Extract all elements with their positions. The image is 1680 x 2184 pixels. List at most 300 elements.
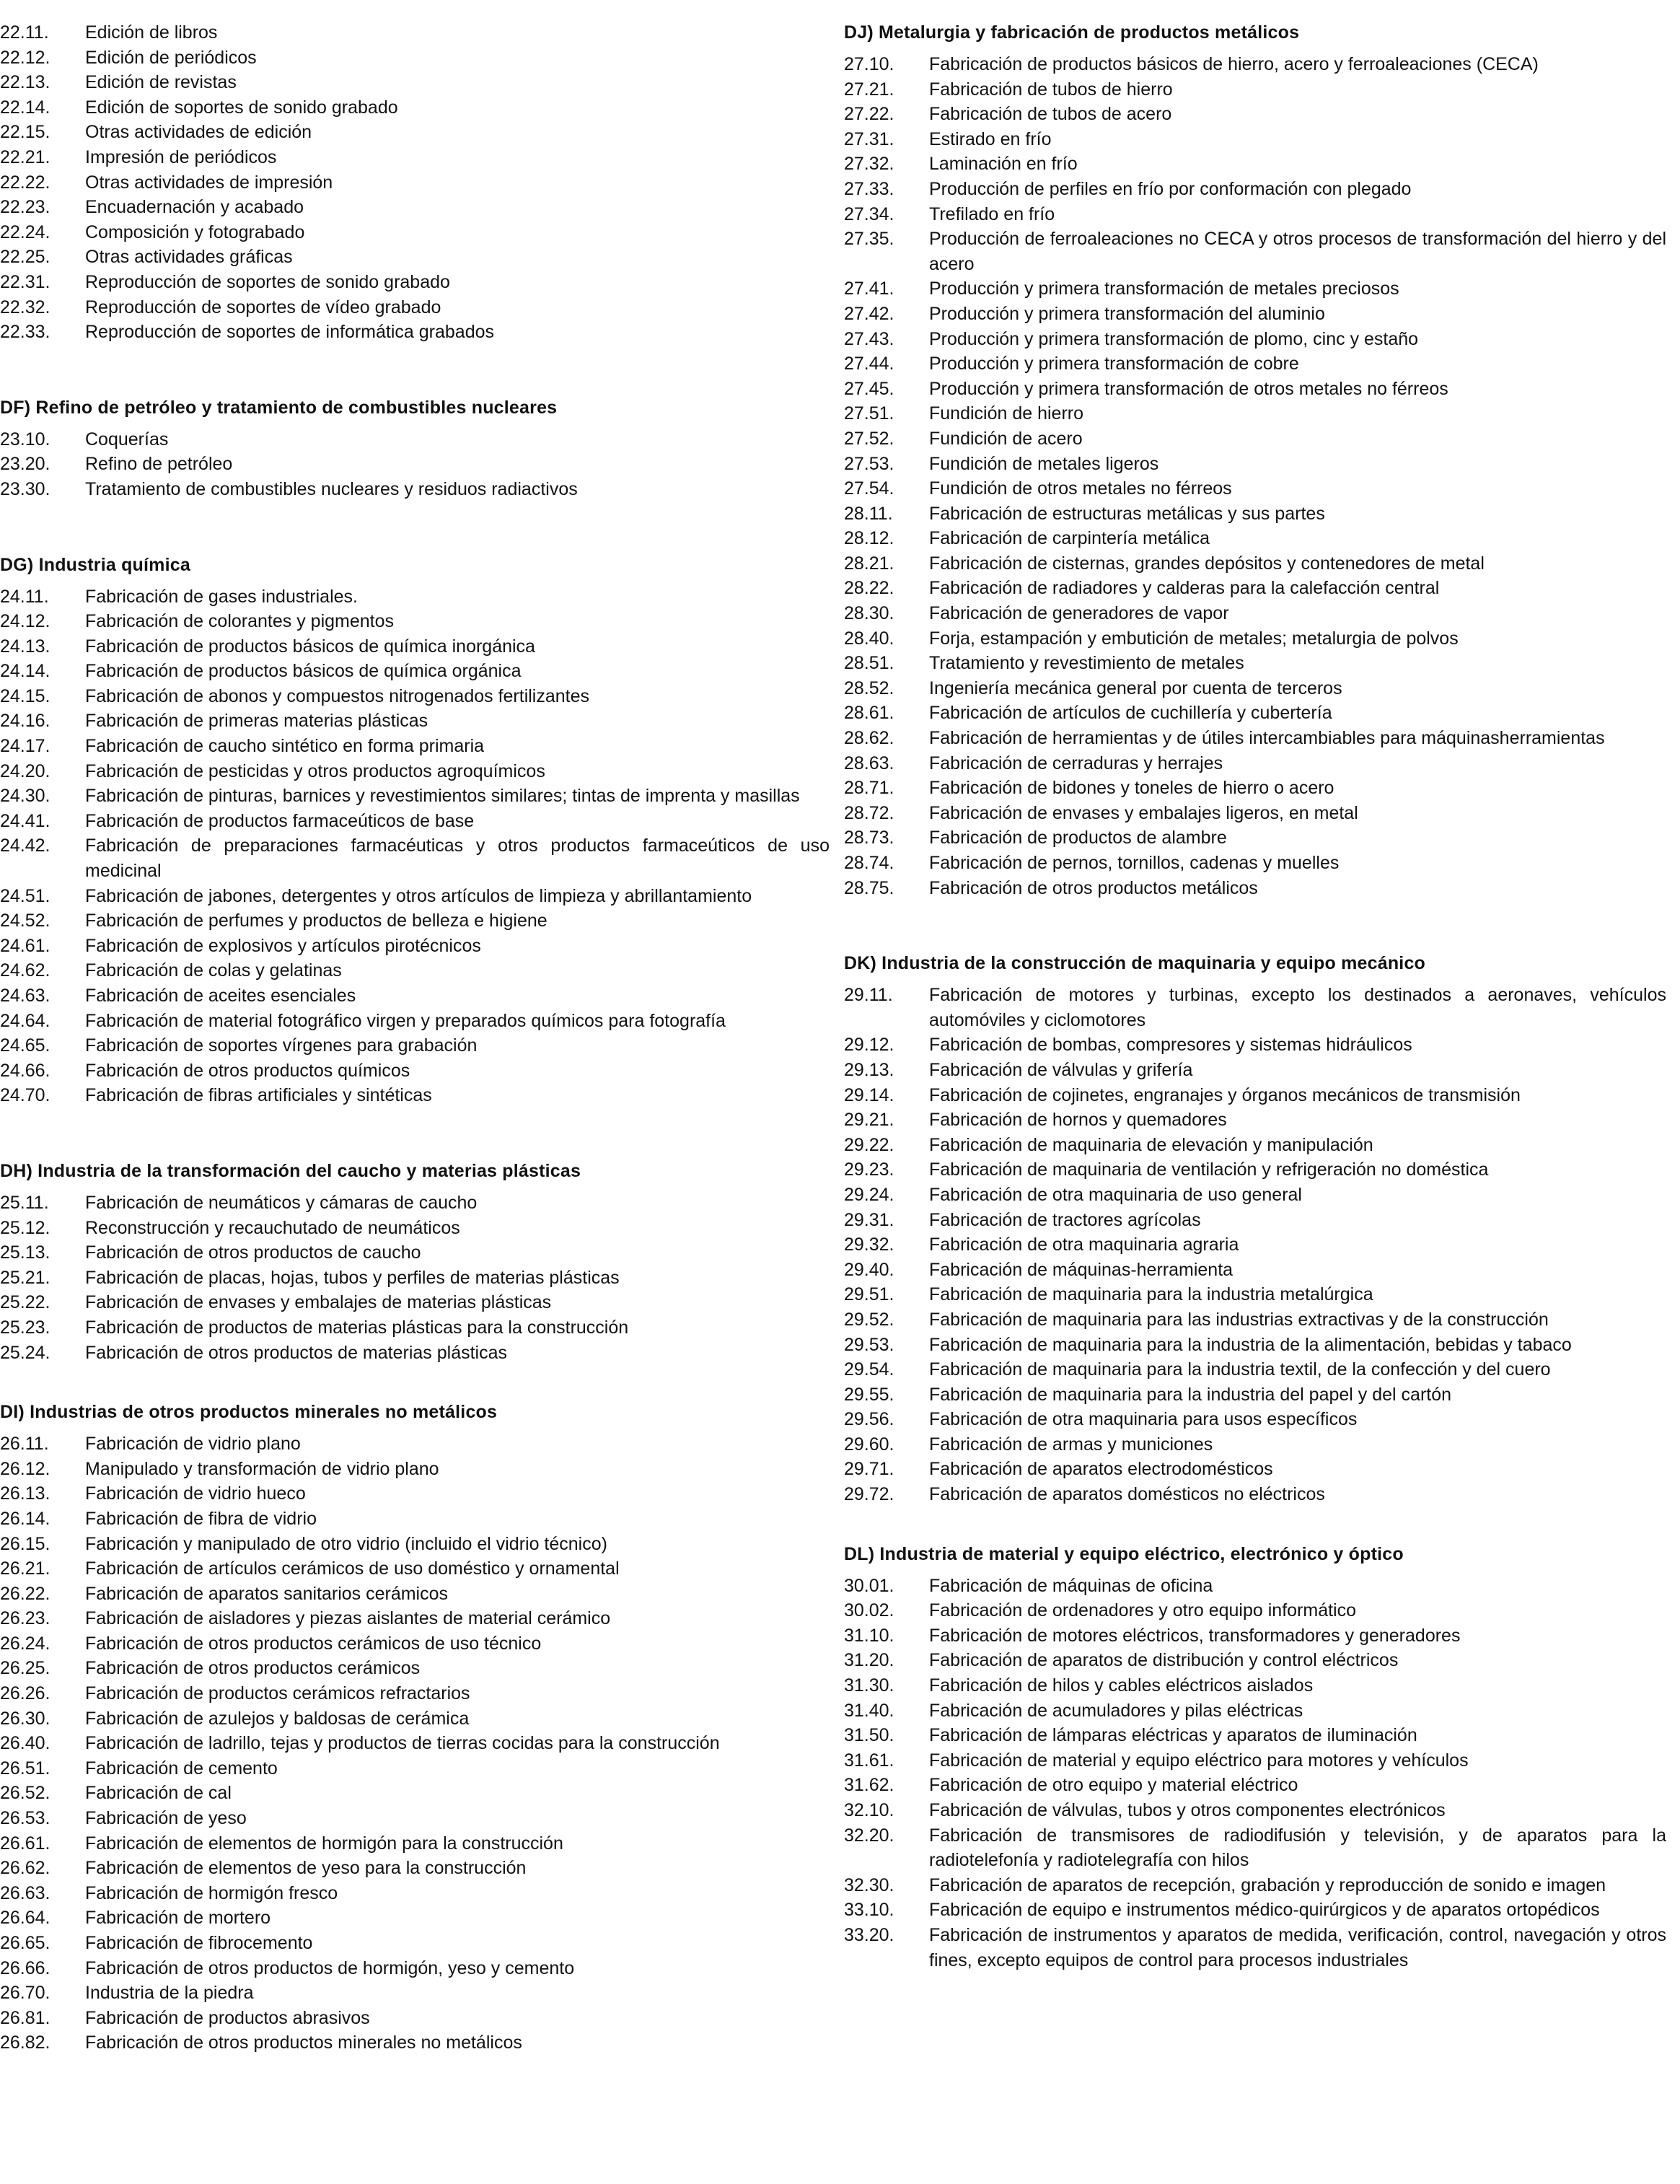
activity-code: 27.42. [844, 303, 894, 324]
activity-description: Fabricación de mortero [85, 1908, 271, 1929]
list-item [0, 1881, 830, 1906]
activity-description: Encuadernación y acabado [85, 197, 304, 218]
list-item [0, 734, 830, 759]
activity-code: 26.52. [0, 1783, 50, 1804]
activity-description: Fabricación de elementos de yeso para la construcción [85, 1858, 527, 1879]
activity-code: 29.71. [844, 1459, 894, 1480]
section-spacer [0, 1365, 830, 1400]
list-item [0, 2006, 830, 2031]
activity-description: Fabricación de generadores de vapor [929, 603, 1229, 624]
activity-description: Producción y primera transformación de otros metales no férreos [929, 378, 1448, 399]
list-item [0, 784, 830, 809]
activity-description: Fabricación de fibrocemento [85, 1933, 313, 1953]
list-item [844, 1598, 1666, 1623]
activity-code: 27.33. [844, 178, 894, 199]
list-item [844, 177, 1666, 202]
activity-description: Fabricación de vidrio plano [85, 1434, 301, 1455]
list-item [844, 825, 1666, 851]
activity-description: Fabricación de equipo e instrumentos médico-quirúrgicos y de aparatos ortopédicos [929, 1900, 1600, 1921]
activity-code: 22.15. [0, 122, 50, 143]
activity-code: 26.70. [0, 1983, 50, 2004]
list-item [0, 833, 830, 883]
section-heading: DL) Industria de material y equipo eléctrico, electrónico y óptico [844, 1543, 1404, 1564]
list-item [0, 1956, 830, 1981]
activity-description: Fabricación de bombas, compresores y sistemas hidráulicos [929, 1035, 1412, 1056]
activity-description: Fabricación de aparatos sanitarios cerámicos [85, 1583, 449, 1604]
activity-description: Fabricación de colorantes y pigmentos [85, 611, 395, 632]
activity-code: 29.23. [844, 1159, 894, 1180]
heading-spacer [844, 45, 1666, 52]
list-item [844, 476, 1666, 501]
activity-code: 28.22. [844, 578, 894, 599]
activity-description: Fabricación de otro equipo y material eléctrico [929, 1775, 1298, 1796]
activity-description: Producción y primera transformación de plomo, cinc y estaño [929, 328, 1419, 349]
activity-code: 31.50. [844, 1725, 894, 1746]
section-spacer [0, 1108, 830, 1159]
list-item [0, 809, 830, 834]
activity-code: 24.65. [0, 1035, 50, 1056]
activity-code: 26.61. [0, 1833, 50, 1854]
activity-code: 29.24. [844, 1184, 894, 1205]
activity-code: 29.51. [844, 1284, 894, 1305]
activity-description: Fabricación de productos cerámicos refractarios [85, 1683, 470, 1704]
activity-code: 29.56. [844, 1409, 894, 1430]
activity-description: Fabricación de otra maquinaria agraria [929, 1234, 1239, 1255]
list-item [844, 1333, 1666, 1358]
activity-description: Fabricación de envases y embalajes de materias plásticas [85, 1292, 552, 1313]
activity-code: 33.20. [844, 1924, 894, 1945]
activity-description: Refino de petróleo [85, 454, 233, 475]
activity-code: 24.62. [0, 960, 50, 981]
activity-code: 28.72. [844, 802, 894, 823]
list-item [0, 1240, 830, 1266]
activity-description: Fabricación de artículos cerámicos de uso doméstico y ornamental [85, 1558, 620, 1579]
list-item [0, 1507, 830, 1532]
activity-code: 28.11. [844, 503, 893, 524]
activity-description: Fabricación de otros productos de materias plásticas [85, 1342, 508, 1363]
activity-code: 23.20. [0, 454, 50, 475]
activity-code: 26.30. [0, 1708, 50, 1729]
activity-description: Producción de perfiles en frío por conformación con plegado [929, 178, 1412, 199]
activity-code: 27.51. [844, 403, 894, 424]
activity-description: Fabricación de maquinaria para la industria del papel y del cartón [929, 1384, 1452, 1405]
list-item [844, 776, 1666, 801]
list-item [0, 1731, 830, 1756]
activity-code: 27.22. [844, 104, 894, 125]
list-item [0, 1556, 830, 1582]
activity-code: 28.73. [844, 828, 894, 848]
activity-description: Fabricación de maquinaria para la industria metalúrgica [929, 1284, 1373, 1305]
heading-spacer [844, 975, 1666, 983]
activity-description: Edición de periódicos [85, 47, 257, 68]
list-item [844, 1748, 1666, 1773]
activity-description: Fabricación de máquinas-herramienta [929, 1259, 1233, 1280]
activity-description: Fabricación de productos abrasivos [85, 2007, 370, 2028]
activity-code: 24.41. [0, 810, 50, 831]
activity-description: Fabricación de aparatos de distribución y control eléctricos [929, 1650, 1399, 1671]
list-item [844, 227, 1666, 276]
list-item [0, 908, 830, 934]
list-item [844, 302, 1666, 327]
list-item [0, 1532, 830, 1557]
list-item [0, 1631, 830, 1657]
activity-code: 26.11. [0, 1434, 49, 1455]
list-item [844, 1432, 1666, 1457]
activity-description: Fabricación de fibras artificiales y sintéticas [85, 1085, 432, 1106]
list-item [0, 2030, 830, 2056]
list-item [844, 576, 1666, 601]
list-item [844, 327, 1666, 352]
list-item [844, 851, 1666, 876]
list-item [0, 1981, 830, 2006]
activity-code: 27.34. [844, 203, 894, 224]
activity-description: Otras actividades de impresión [85, 172, 333, 193]
activity-code: 31.20. [844, 1650, 894, 1671]
activity-code: 28.71. [844, 778, 894, 799]
activity-description: Producción y primera transformación de cobre [929, 354, 1299, 374]
activity-code: 24.13. [0, 636, 50, 657]
activity-code: 24.15. [0, 685, 50, 706]
list-item [844, 152, 1666, 177]
section-heading: DG) Industria química [0, 554, 190, 575]
activity-code: 33.10. [844, 1900, 894, 1921]
activity-code: 28.21. [844, 553, 894, 574]
activity-description: Fabricación de fibra de vidrio [85, 1508, 317, 1529]
list-item [0, 1756, 830, 1781]
section-spacer [0, 345, 830, 395]
list-item [844, 1407, 1666, 1432]
activity-description: Fabricación de maquinaria de ventilación y refrigeración no doméstica [929, 1159, 1489, 1180]
list-item [844, 601, 1666, 626]
activity-code: 29.52. [844, 1309, 894, 1330]
activity-description: Industria de la piedra [85, 1983, 254, 2004]
list-item [0, 1431, 830, 1457]
list-item [0, 220, 830, 245]
activity-code: 28.61. [844, 703, 894, 724]
list-item [0, 709, 830, 734]
list-item [0, 20, 830, 45]
activity-code: 28.52. [844, 677, 894, 698]
activity-code: 29.14. [844, 1084, 894, 1105]
activity-code: 29.60. [844, 1434, 894, 1455]
activity-description: Fabricación de artículos de cuchillería y cubertería [929, 703, 1332, 724]
activity-code: 25.22. [0, 1292, 50, 1313]
activity-code: 22.21. [0, 146, 50, 167]
list-item [844, 526, 1666, 551]
activity-code: 27.52. [844, 428, 894, 449]
list-item [844, 1623, 1666, 1649]
heading-spacer [0, 1424, 830, 1431]
activity-description: Fabricación de productos de materias plásticas para la construcción [85, 1317, 629, 1338]
activity-description: Fabricación de preparaciones farmacéuticas y otros productos farmaceúticos de uso medicinal [85, 836, 830, 882]
list-item [844, 1574, 1666, 1599]
list-item [844, 1923, 1666, 1973]
list-item [844, 202, 1666, 227]
list-item [0, 1831, 830, 1856]
list-item [0, 1582, 830, 1607]
list-item [0, 1656, 830, 1681]
activity-description: Fabricación de productos básicos de química orgánica [85, 661, 522, 682]
activity-description: Forja, estampación y embutición de metales; metalurgia de polvos [929, 628, 1459, 649]
list-item [844, 377, 1666, 402]
activity-description: Fabricación de maquinaria para la industria de la alimentación, bebidas y tabaco [929, 1334, 1572, 1355]
activity-code: 31.61. [844, 1750, 894, 1771]
activity-description: Fabricación de aceites esenciales [85, 986, 356, 1006]
activity-code: 22.12. [0, 47, 50, 68]
activity-code: 32.30. [844, 1874, 894, 1895]
list-item [0, 1033, 830, 1058]
activity-code: 25.13. [0, 1242, 50, 1263]
activity-description: Fundición de metales ligeros [929, 453, 1159, 474]
activity-description: Tratamiento de combustibles nucleares y residuos radiactivos [85, 478, 578, 499]
list-item [0, 477, 830, 502]
activity-description: Fabricación de cerraduras y herrajes [929, 753, 1223, 773]
activity-code: 29.55. [844, 1384, 894, 1405]
list-item [0, 1266, 830, 1291]
activity-code: 22.25. [0, 247, 50, 268]
activity-description: Fabricación de válvulas, tubos y otros componentes electrónicos [929, 1800, 1446, 1820]
activity-description: Fabricación de hormigón fresco [85, 1882, 338, 1903]
section-heading: DI) Industrias de otros productos minerales no metálicos [0, 1402, 498, 1423]
activity-code: 22.32. [0, 297, 50, 317]
activity-description: Fabricación de productos farmaceúticos de base [85, 810, 475, 831]
activity-description: Tratamiento y revestimiento de metales [929, 653, 1244, 674]
activity-description: Fabricación y manipulado de otro vidrio (incluido el vidrio técnico) [85, 1533, 607, 1554]
activity-code: 26.63. [0, 1882, 50, 1903]
activity-description: Fabricación de motores y turbinas, excepto los destinados a aeronaves, vehículos automóviles y ciclomotores [929, 985, 1666, 1030]
activity-code: 29.54. [844, 1359, 894, 1380]
activity-description: Fabricación de herramientas y de útiles intercambiables para máquinasherramientas [929, 728, 1605, 749]
activity-code: 26.23. [0, 1608, 50, 1629]
list-item [0, 245, 830, 270]
activity-description: Fabricación de primeras materias plásticas [85, 711, 428, 732]
activity-description: Fabricación de ordenadores y otro equipo informático [929, 1600, 1357, 1621]
heading-spacer [844, 1566, 1666, 1574]
activity-code: 31.62. [844, 1775, 894, 1796]
activity-code: 29.11. [844, 985, 893, 1006]
activity-description: Fabricación de pernos, tornillos, cadenas y muelles [929, 853, 1340, 873]
activity-code: 29.31. [844, 1209, 894, 1230]
activity-code: 22.11. [0, 22, 49, 43]
activity-description: Fabricación de aparatos de recepción, grabación y reproducción de sonido e imagen [929, 1874, 1606, 1895]
activity-description: Reconstrucción y recauchutado de neumáticos [85, 1217, 460, 1238]
list-item [844, 1083, 1666, 1108]
activity-description: Fabricación de elementos de hormigón para la construcción [85, 1833, 563, 1854]
list-item [844, 651, 1666, 676]
activity-description: Fabricación de productos básicos de química inorgánica [85, 636, 535, 657]
activity-code: 26.51. [0, 1758, 50, 1779]
activity-description: Fabricación de otros productos minerales no metálicos [85, 2032, 522, 2053]
activity-code: 29.32. [844, 1234, 894, 1255]
activity-description: Trefilado en frío [929, 203, 1055, 224]
activity-code: 24.20. [0, 760, 50, 781]
activity-code: 25.11. [0, 1192, 49, 1213]
activity-code: 22.22. [0, 172, 50, 193]
list-item [844, 876, 1666, 901]
activity-code: 32.10. [844, 1800, 894, 1820]
section-heading: DH) Industria de la transformación del caucho y materias plásticas [0, 1160, 581, 1181]
activity-code: 28.30. [844, 603, 894, 624]
list-item [0, 1315, 830, 1341]
activity-description: Otras actividades gráficas [85, 247, 293, 268]
activity-description: Fabricación de maquinaria para las industrias extractivas y de la construcción [929, 1309, 1549, 1330]
list-item [0, 1083, 830, 1108]
activity-code: 31.10. [844, 1625, 894, 1646]
activity-description: Fabricación de otra maquinaria para usos específicos [929, 1409, 1358, 1430]
activity-code: 26.65. [0, 1933, 50, 1953]
activity-code: 30.01. [844, 1575, 894, 1596]
activity-description: Fabricación de válvulas y grifería [929, 1059, 1193, 1080]
list-item [0, 1009, 830, 1034]
activity-code: 23.10. [0, 429, 50, 449]
list-item [844, 1698, 1666, 1724]
list-item [0, 1341, 830, 1366]
list-item [844, 1058, 1666, 1083]
activity-description: Fabricación de otros productos cerámicos [85, 1658, 421, 1679]
activity-description: Fabricación de cal [85, 1783, 232, 1804]
activity-description: Fabricación de pesticidas y otros productos agroquímicos [85, 760, 545, 781]
list-item [0, 170, 830, 196]
section-heading: DJ) Metalurgia y fabricación de productos metálicos [844, 22, 1300, 43]
list-item [844, 77, 1666, 102]
activity-description: Fundición de acero [929, 428, 1083, 449]
activity-code: 29.22. [844, 1134, 894, 1155]
activity-description: Fabricación de envases y embalajes ligeros, en metal [929, 802, 1358, 823]
list-item [0, 195, 830, 220]
activity-description: Reproducción de soportes de vídeo grabado [85, 297, 441, 317]
list-item [0, 1706, 830, 1732]
section-spacer [0, 502, 830, 553]
activity-code: 28.12. [844, 528, 894, 549]
activity-code: 24.61. [0, 935, 50, 956]
activity-description: Producción de ferroaleaciones no CECA y otros procesos de transformación del hierro y del acero [929, 229, 1666, 274]
activity-description: Fabricación de tubos de acero [929, 104, 1172, 125]
activity-description: Fabricación de cemento [85, 1758, 278, 1779]
activity-description: Fabricación de instrumentos y aparatos de medida, verificación, control, navegación y otros fines, excepto equipos de control para procesos industriales [929, 1924, 1666, 1970]
activity-code: 24.11. [0, 586, 49, 607]
activity-description: Manipulado y transformación de vidrio plano [85, 1458, 439, 1479]
list-item [0, 584, 830, 610]
activity-description: Producción y primera transformación del aluminio [929, 303, 1325, 324]
activity-code: 25.23. [0, 1317, 50, 1338]
list-item [0, 270, 830, 295]
activity-code: 28.63. [844, 753, 894, 773]
activity-description: Fabricación de estructuras metálicas y sus partes [929, 503, 1325, 524]
list-item [844, 1798, 1666, 1823]
list-item [844, 551, 1666, 576]
activity-code: 29.21. [844, 1110, 894, 1131]
activity-code: 22.24. [0, 222, 50, 242]
list-item [0, 958, 830, 983]
heading-spacer [0, 420, 830, 427]
list-item [844, 1208, 1666, 1233]
list-item [844, 751, 1666, 776]
activity-code: 24.17. [0, 736, 50, 757]
activity-code: 24.14. [0, 661, 50, 682]
activity-description: Fabricación de pinturas, barnices y revestimientos similares; tintas de imprenta y masillas [85, 786, 800, 807]
activity-code: 26.53. [0, 1808, 50, 1829]
activity-description: Fabricación de maquinaria de elevación y manipulación [929, 1134, 1373, 1155]
activity-code: 26.14. [0, 1508, 50, 1529]
activity-description: Fabricación de jabones, detergentes y otros artículos de limpieza y abrillantamiento [85, 885, 752, 906]
list-item [0, 1190, 830, 1216]
activity-code: 27.43. [844, 328, 894, 349]
activity-code: 25.12. [0, 1217, 50, 1238]
activity-code: 26.13. [0, 1483, 50, 1504]
section-spacer [844, 1507, 1666, 1542]
activity-code: 29.13. [844, 1059, 894, 1080]
activity-description: Fabricación de neumáticos y cámaras de caucho [85, 1192, 478, 1213]
activity-description: Fabricación de material fotográfico virgen y preparados químicos para fotografía [85, 1010, 726, 1031]
top-margin [0, 0, 830, 20]
activity-description: Fabricación de material y equipo eléctrico para motores y vehículos [929, 1750, 1469, 1771]
activity-description: Fundición de hierro [929, 403, 1084, 424]
list-item [0, 1481, 830, 1507]
activity-description: Edición de revistas [85, 72, 237, 93]
activity-code: 31.30. [844, 1675, 894, 1696]
activity-description: Fabricación de aparatos domésticos no eléctricos [929, 1484, 1325, 1505]
activity-code: 27.35. [844, 229, 894, 250]
activity-description: Edición de soportes de sonido grabado [85, 97, 398, 118]
list-item [844, 1873, 1666, 1898]
list-item [844, 1032, 1666, 1058]
activity-code: 22.13. [0, 72, 50, 93]
activity-description: Fabricación de carpintería metálica [929, 528, 1210, 549]
list-item [844, 1482, 1666, 1507]
activity-description: Fabricación de ladrillo, tejas y productos de tierras cocidas para la construcción [85, 1733, 720, 1754]
list-item [0, 70, 830, 95]
list-item [0, 320, 830, 345]
activity-code: 24.16. [0, 711, 50, 732]
list-item [0, 452, 830, 477]
activity-description: Reproducción de soportes de informática grabados [85, 322, 495, 343]
list-item [0, 609, 830, 634]
activity-description: Producción y primera transformación de metales preciosos [929, 279, 1399, 299]
activity-code: 26.66. [0, 1957, 50, 1978]
activity-code: 22.33. [0, 322, 50, 343]
list-item [844, 1133, 1666, 1158]
list-item [844, 626, 1666, 652]
activity-description: Fabricación de gases industriales. [85, 586, 358, 607]
activity-code: 24.12. [0, 611, 50, 632]
list-item [0, 634, 830, 659]
list-item [0, 1806, 830, 1831]
list-item [0, 1216, 830, 1241]
list-item [844, 401, 1666, 426]
activity-description: Fabricación de yeso [85, 1808, 247, 1829]
list-item [844, 726, 1666, 751]
activity-description: Fabricación de placas, hojas, tubos y perfiles de materias plásticas [85, 1267, 620, 1288]
activity-description: Fabricación de máquinas de oficina [929, 1575, 1213, 1596]
activity-description: Fabricación de armas y municiones [929, 1434, 1213, 1455]
list-item [844, 1723, 1666, 1748]
activity-code: 29.12. [844, 1035, 894, 1056]
activity-description: Fabricación de tubos de hierro [929, 79, 1173, 100]
left-column [0, 0, 830, 2056]
activity-code: 24.63. [0, 986, 50, 1006]
activity-code: 29.72. [844, 1484, 894, 1505]
activity-description: Fabricación de hornos y quemadores [929, 1110, 1227, 1131]
activity-code: 24.52. [0, 911, 50, 931]
activity-description: Fabricación de aparatos electrodomésticos [929, 1459, 1273, 1480]
activity-code: 29.40. [844, 1259, 894, 1280]
list-item [0, 1856, 830, 1881]
list-item [844, 351, 1666, 377]
activity-description: Fabricación de otros productos de caucho [85, 1242, 421, 1263]
activity-description: Impresión de periódicos [85, 146, 277, 167]
list-item [844, 52, 1666, 77]
activity-code: 23.30. [0, 478, 50, 499]
